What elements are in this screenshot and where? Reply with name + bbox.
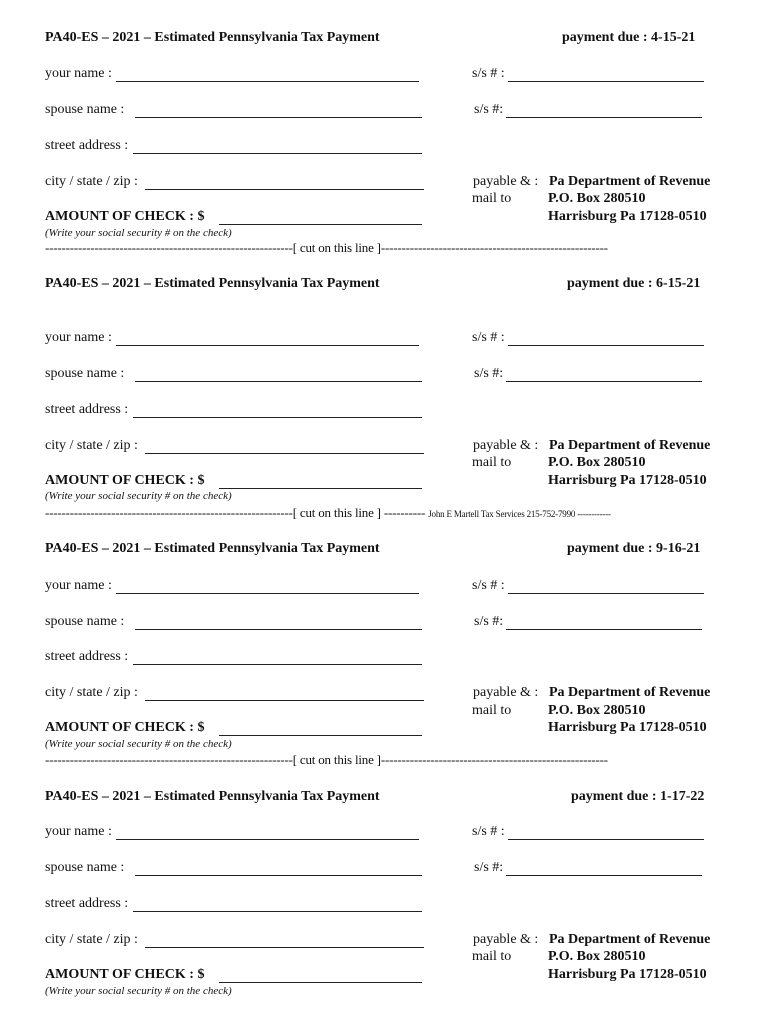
mail-to-label: mail to xyxy=(472,949,512,964)
mail-to-label: mail to xyxy=(472,703,512,718)
amount-field[interactable] xyxy=(219,721,422,736)
amount-field[interactable] xyxy=(219,474,422,489)
street-address-field[interactable] xyxy=(133,139,422,154)
payment-due: payment due : 6-15-21 xyxy=(567,276,701,291)
ss-note: (Write your social security # on the check) xyxy=(45,985,232,997)
mail-to-label: mail to xyxy=(472,455,512,470)
spouse-name-label: spouse name : xyxy=(45,614,125,629)
payable-label: payable & : xyxy=(473,685,539,700)
payee-name: Pa Department of Revenue xyxy=(549,438,711,453)
payee-box: P.O. Box 280510 xyxy=(548,703,646,718)
spouse-name-field[interactable] xyxy=(135,615,422,630)
city-state-zip-field[interactable] xyxy=(145,175,424,190)
amount-label: AMOUNT OF CHECK : $ xyxy=(45,209,205,224)
spouse-ss-field[interactable] xyxy=(506,615,702,630)
street-address-label: street address : xyxy=(45,649,129,664)
mail-to-label: mail to xyxy=(472,191,512,206)
spouse-ss-label: s/s #: xyxy=(474,860,504,875)
cut-line-left: ------------------------------------------------------------[ cut on this line ] xyxy=(45,505,381,520)
your-name-field[interactable] xyxy=(116,67,419,82)
street-address-field[interactable] xyxy=(133,897,422,912)
street-address-field[interactable] xyxy=(133,403,422,418)
city-state-zip-label: city / state / zip : xyxy=(45,932,138,947)
payee-box: P.O. Box 280510 xyxy=(548,191,646,206)
your-name-field[interactable] xyxy=(116,331,419,346)
ss-field[interactable] xyxy=(508,331,704,346)
ss-label: s/s # : xyxy=(472,578,505,593)
amount-label: AMOUNT OF CHECK : $ xyxy=(45,473,205,488)
spouse-name-label: spouse name : xyxy=(45,860,125,875)
cut-line xyxy=(45,505,611,521)
payee-city: Harrisburg Pa 17128-0510 xyxy=(548,473,707,488)
ss-note: (Write your social security # on the check) xyxy=(45,738,232,750)
voucher-title: PA40-ES – 2021 – Estimated Pennsylvania Tax Payment xyxy=(45,541,380,556)
cut-line-left: ------------------------------------------------------------[ cut on this line ] xyxy=(45,240,381,255)
payable-label: payable & : xyxy=(473,932,539,947)
cut-line xyxy=(45,240,608,256)
spouse-ss-field[interactable] xyxy=(506,861,702,876)
ss-label: s/s # : xyxy=(472,66,505,81)
payee-box: P.O. Box 280510 xyxy=(548,455,646,470)
street-address-label: street address : xyxy=(45,138,129,153)
spouse-ss-label: s/s #: xyxy=(474,102,504,117)
ss-label: s/s # : xyxy=(472,824,505,839)
your-name-label: your name : xyxy=(45,66,112,81)
cut-line xyxy=(45,752,608,768)
payment-due: payment due : 1-17-22 xyxy=(571,789,705,804)
city-state-zip-field[interactable] xyxy=(145,686,424,701)
ss-note: (Write your social security # on the check) xyxy=(45,227,232,239)
voucher-title: PA40-ES – 2021 – Estimated Pennsylvania Tax Payment xyxy=(45,789,380,804)
city-state-zip-field[interactable] xyxy=(145,439,424,454)
payable-label: payable & : xyxy=(473,438,539,453)
your-name-label: your name : xyxy=(45,824,112,839)
street-address-field[interactable] xyxy=(133,650,422,665)
payee-name: Pa Department of Revenue xyxy=(549,685,711,700)
payee-city: Harrisburg Pa 17128-0510 xyxy=(548,967,707,982)
street-address-label: street address : xyxy=(45,402,129,417)
cut-line-left: ------------------------------------------------------------[ cut on this line ] xyxy=(45,752,381,767)
cut-line-right: ------------------------------------------------------- xyxy=(380,240,608,255)
ss-field[interactable] xyxy=(508,579,704,594)
amount-field[interactable] xyxy=(219,210,422,225)
payee-box: P.O. Box 280510 xyxy=(548,949,646,964)
ss-label: s/s # : xyxy=(472,330,505,345)
city-state-zip-field[interactable] xyxy=(145,933,424,948)
your-name-label: your name : xyxy=(45,578,112,593)
payment-due: payment due : 9-16-21 xyxy=(567,541,701,556)
spouse-name-label: spouse name : xyxy=(45,102,125,117)
amount-label: AMOUNT OF CHECK : $ xyxy=(45,720,205,735)
payee-city: Harrisburg Pa 17128-0510 xyxy=(548,720,707,735)
your-name-field[interactable] xyxy=(116,825,419,840)
ss-note: (Write your social security # on the check) xyxy=(45,490,232,502)
amount-field[interactable] xyxy=(219,968,422,983)
preparer-credit: John E Martell Tax Services 215-752-7990 ------------ xyxy=(428,509,611,519)
spouse-name-field[interactable] xyxy=(135,103,422,118)
amount-label: AMOUNT OF CHECK : $ xyxy=(45,967,205,982)
payee-name: Pa Department of Revenue xyxy=(549,932,711,947)
city-state-zip-label: city / state / zip : xyxy=(45,438,138,453)
cut-line-right: ---------- xyxy=(383,505,426,520)
your-name-field[interactable] xyxy=(116,579,419,594)
ss-field[interactable] xyxy=(508,825,704,840)
your-name-label: your name : xyxy=(45,330,112,345)
street-address-label: street address : xyxy=(45,896,129,911)
voucher-title: PA40-ES – 2021 – Estimated Pennsylvania Tax Payment xyxy=(45,276,380,291)
cut-line-right: ------------------------------------------------------- xyxy=(380,752,608,767)
spouse-name-label: spouse name : xyxy=(45,366,125,381)
payee-name: Pa Department of Revenue xyxy=(549,174,711,189)
payable-label: payable & : xyxy=(473,174,539,189)
city-state-zip-label: city / state / zip : xyxy=(45,685,138,700)
city-state-zip-label: city / state / zip : xyxy=(45,174,138,189)
voucher-title: PA40-ES – 2021 – Estimated Pennsylvania Tax Payment xyxy=(45,30,380,45)
spouse-ss-field[interactable] xyxy=(506,103,702,118)
payment-due: payment due : 4-15-21 xyxy=(562,30,696,45)
spouse-name-field[interactable] xyxy=(135,367,422,382)
ss-field[interactable] xyxy=(508,67,704,82)
spouse-ss-field[interactable] xyxy=(506,367,702,382)
payee-city: Harrisburg Pa 17128-0510 xyxy=(548,209,707,224)
spouse-ss-label: s/s #: xyxy=(474,614,504,629)
spouse-name-field[interactable] xyxy=(135,861,422,876)
spouse-ss-label: s/s #: xyxy=(474,366,504,381)
